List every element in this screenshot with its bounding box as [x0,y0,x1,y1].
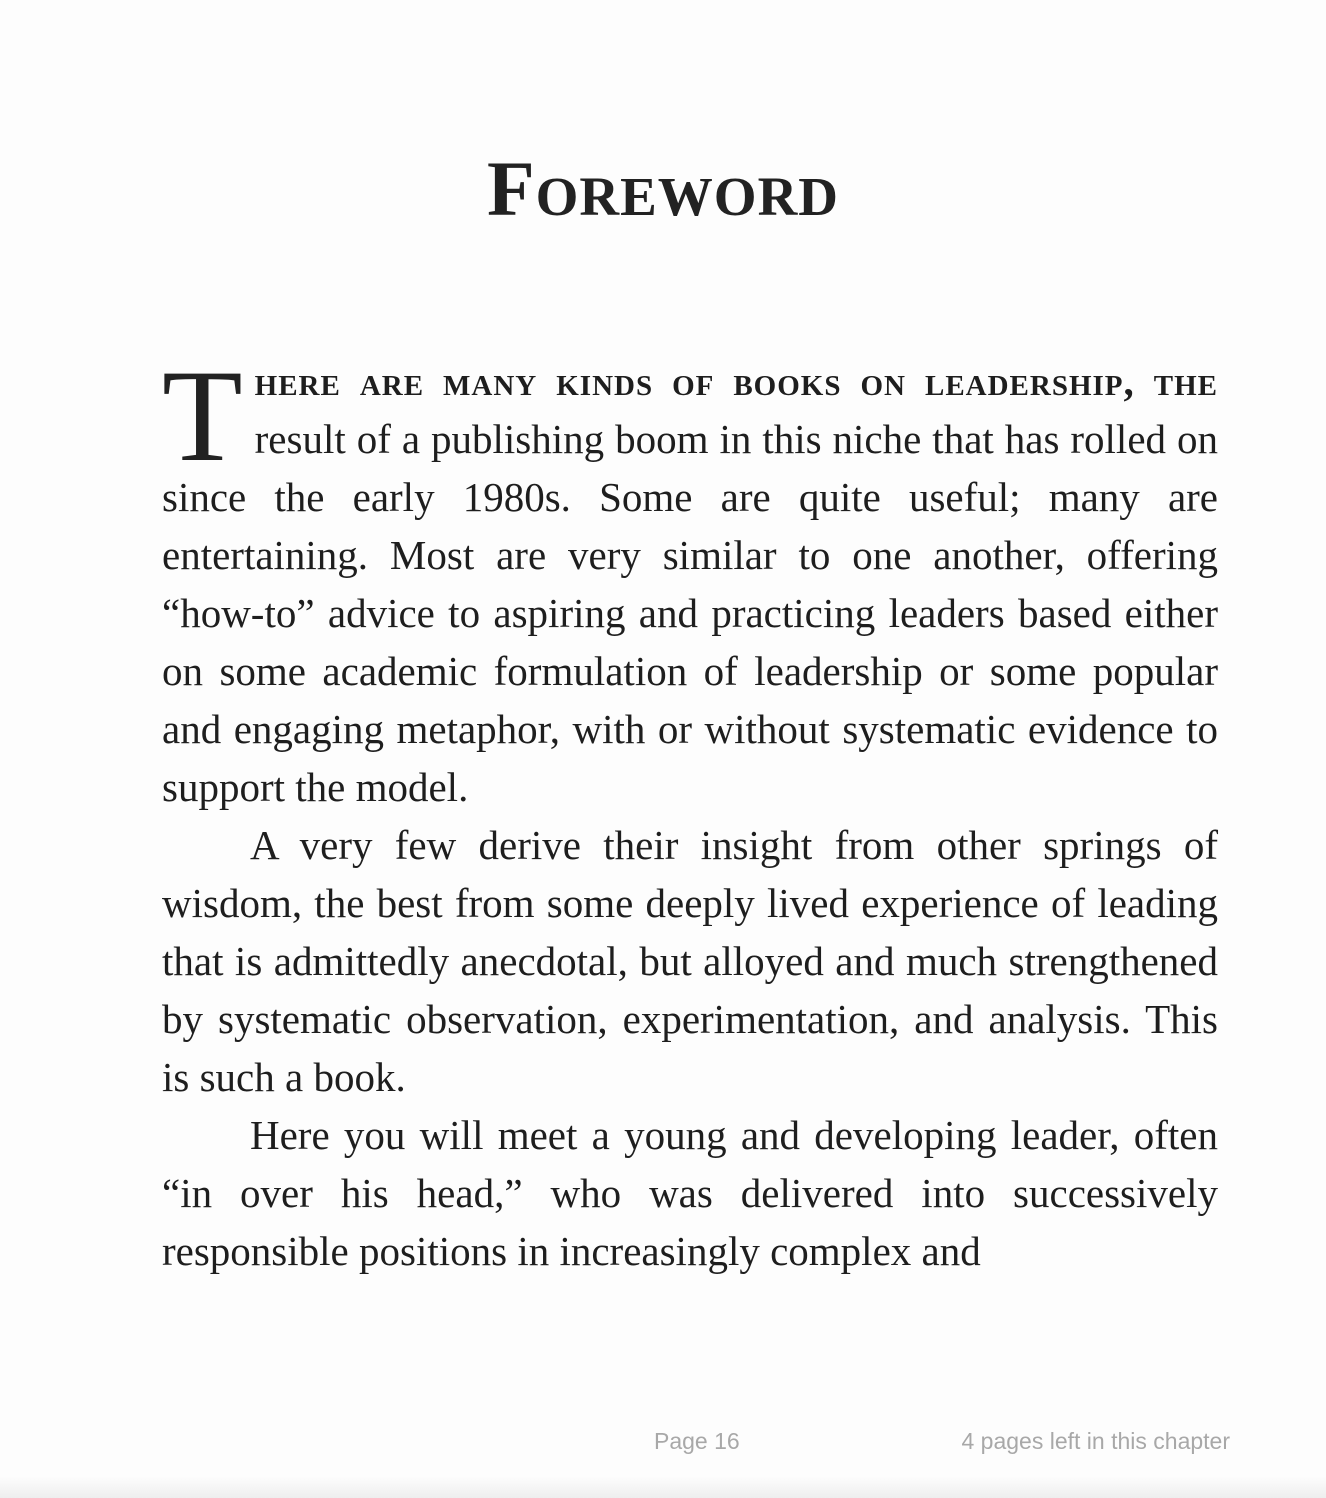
chapter-body [162,342,1218,1280]
paragraph-1-text: result of a publishing boom in this niche that has rolled on since the early 1980s. Some are quite useful; many are entertaining. Most are very similar to one another, offering “how-to” advice to aspiring and practicing leaders based either on some academic formulation of leadership or some popular and engaging metaphor, with or without systematic evidence to support the model. [162,416,1218,810]
page-bottom-shadow [0,1476,1326,1498]
chapter-title: Foreword [486,145,840,232]
paragraph-1 [162,342,1218,816]
lead-in-small-caps: here are many kinds of books on leadership, the [254,358,1218,404]
pages-left-indicator: 4 pages left in this chapter [961,1428,1230,1454]
drop-cap: T [162,342,243,489]
paragraph-3: Here you will meet a young and developing leader, often “in over his head,” who was delivered into successively responsible positions in increasingly complex and [162,1112,1218,1274]
paragraph-2: A very few derive their insight from other springs of wisdom, the best from some deeply lived experience of leading that is admittedly anecdotal, but alloyed and much strengthened by systematic observation, experimentation, and analysis. This is such a book. [162,822,1218,1100]
page-number: Page 16 [654,1428,740,1454]
